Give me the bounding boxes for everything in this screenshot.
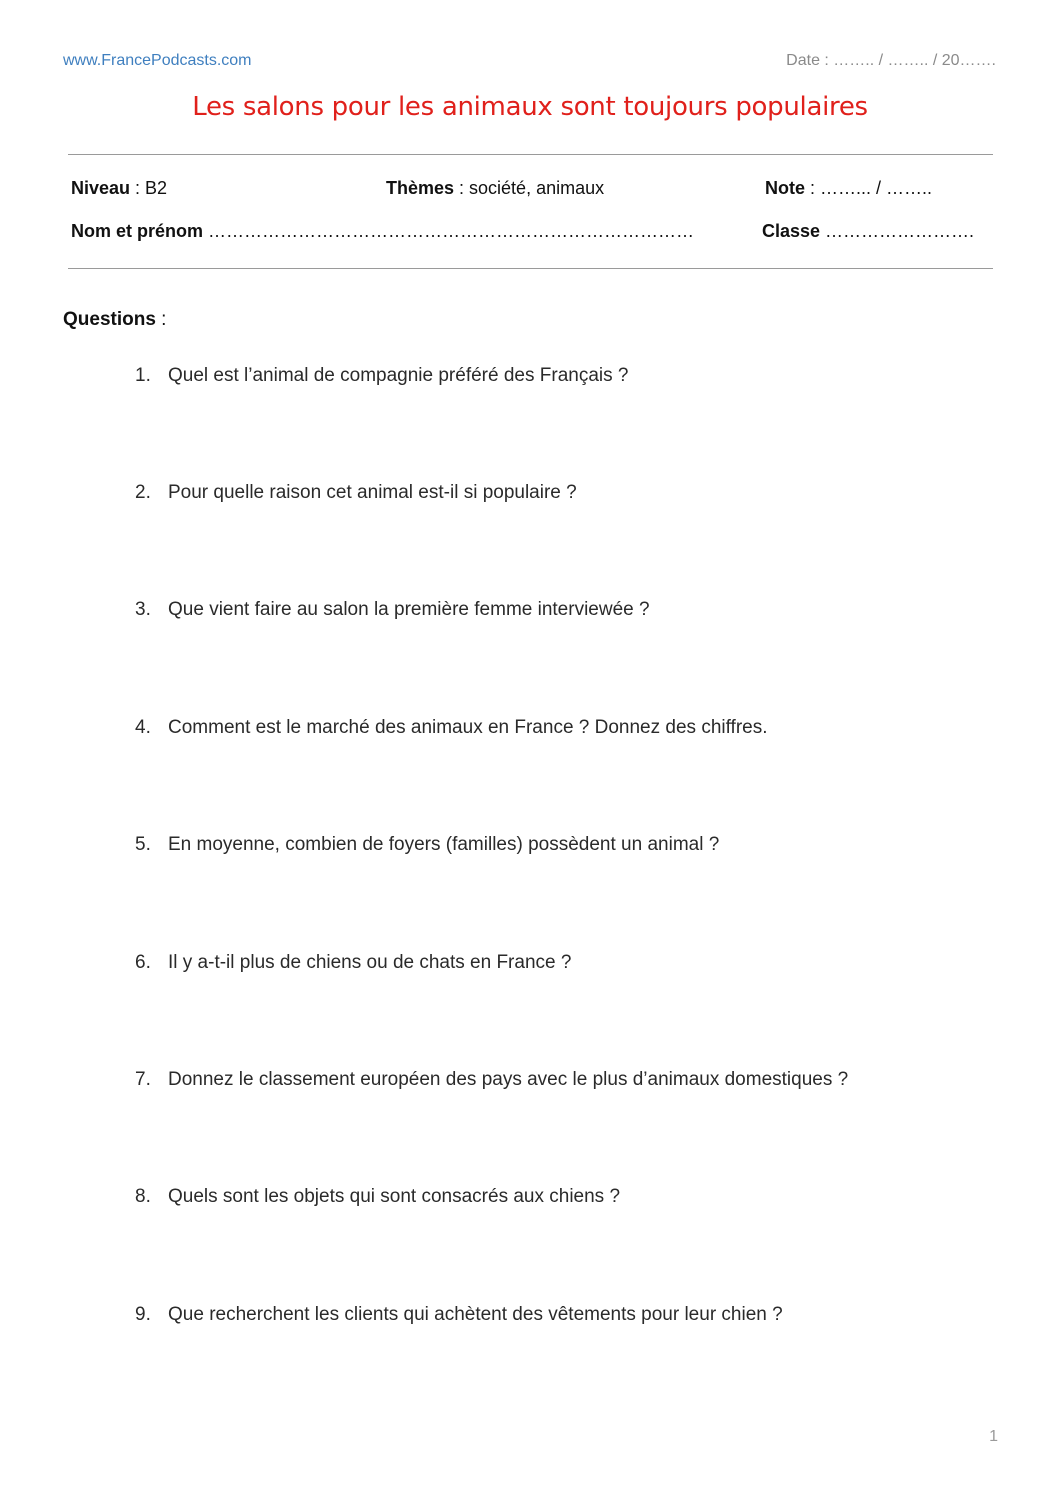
classe-value: ……………………. bbox=[820, 221, 975, 241]
meta-classe bbox=[762, 221, 974, 242]
question-item bbox=[135, 717, 768, 739]
niveau-label: Niveau bbox=[71, 178, 131, 198]
question-text: Il y a-t-il plus de chiens ou de chats en France ? bbox=[168, 952, 572, 973]
site-link[interactable]: www.FrancePodcasts.com bbox=[63, 52, 252, 69]
question-number: 7. bbox=[135, 1069, 151, 1090]
question-number: 6. bbox=[135, 952, 151, 973]
question-item bbox=[135, 1304, 783, 1326]
question-item bbox=[135, 482, 577, 504]
meta-nom bbox=[71, 221, 694, 242]
question-item bbox=[135, 1186, 620, 1208]
question-number: 9. bbox=[135, 1304, 151, 1325]
question-item bbox=[135, 834, 719, 856]
question-number: 5. bbox=[135, 834, 151, 855]
question-number: 3. bbox=[135, 599, 151, 620]
question-text: Donnez le classement européen des pays avec le plus d’animaux domestiques ? bbox=[168, 1069, 849, 1090]
niveau-value: : B2 bbox=[130, 178, 168, 198]
page-title: Les salons pour les animaux sont toujours populaires bbox=[192, 92, 868, 122]
question-item bbox=[135, 365, 628, 387]
question-item bbox=[135, 599, 650, 621]
question-number: 1. bbox=[135, 365, 151, 386]
meta-niveau bbox=[71, 178, 167, 199]
nom-value: ……………………………………………………………………… bbox=[203, 221, 695, 241]
questions-heading bbox=[63, 309, 166, 331]
questions-suffix: : bbox=[155, 309, 167, 330]
question-text: Que recherchent les clients qui achètent des vêtements pour leur chien ? bbox=[168, 1304, 783, 1325]
themes-label: Thèmes bbox=[386, 178, 455, 198]
date-line: Date : …….. / …….. / 20……. bbox=[786, 52, 996, 69]
question-text: En moyenne, combien de foyers (familles) possèdent un animal ? bbox=[168, 834, 720, 855]
note-label: Note bbox=[765, 178, 805, 198]
question-text: Quel est l’animal de compagnie préféré des Français ? bbox=[168, 365, 629, 386]
question-text: Comment est le marché des animaux en France ? Donnez des chiffres. bbox=[168, 717, 768, 738]
question-text: Quels sont les objets qui sont consacrés aux chiens ? bbox=[168, 1186, 621, 1207]
meta-themes bbox=[386, 178, 604, 199]
divider-bottom bbox=[68, 268, 993, 269]
note-value: : ……... / …….. bbox=[805, 178, 933, 198]
question-text: Pour quelle raison cet animal est-il si populaire ? bbox=[168, 482, 577, 503]
page-number: 1 bbox=[989, 1428, 998, 1445]
question-item bbox=[135, 952, 571, 974]
question-text: Que vient faire au salon la première femme interviewée ? bbox=[168, 599, 650, 620]
question-number: 2. bbox=[135, 482, 151, 503]
classe-label: Classe bbox=[762, 221, 821, 241]
nom-label: Nom et prénom bbox=[71, 221, 204, 241]
question-number: 4. bbox=[135, 717, 151, 738]
meta-note bbox=[765, 178, 932, 199]
questions-label: Questions bbox=[63, 309, 156, 330]
divider-top bbox=[68, 154, 993, 155]
themes-value: : société, animaux bbox=[454, 178, 605, 198]
question-number: 8. bbox=[135, 1186, 151, 1207]
question-item bbox=[135, 1069, 848, 1091]
